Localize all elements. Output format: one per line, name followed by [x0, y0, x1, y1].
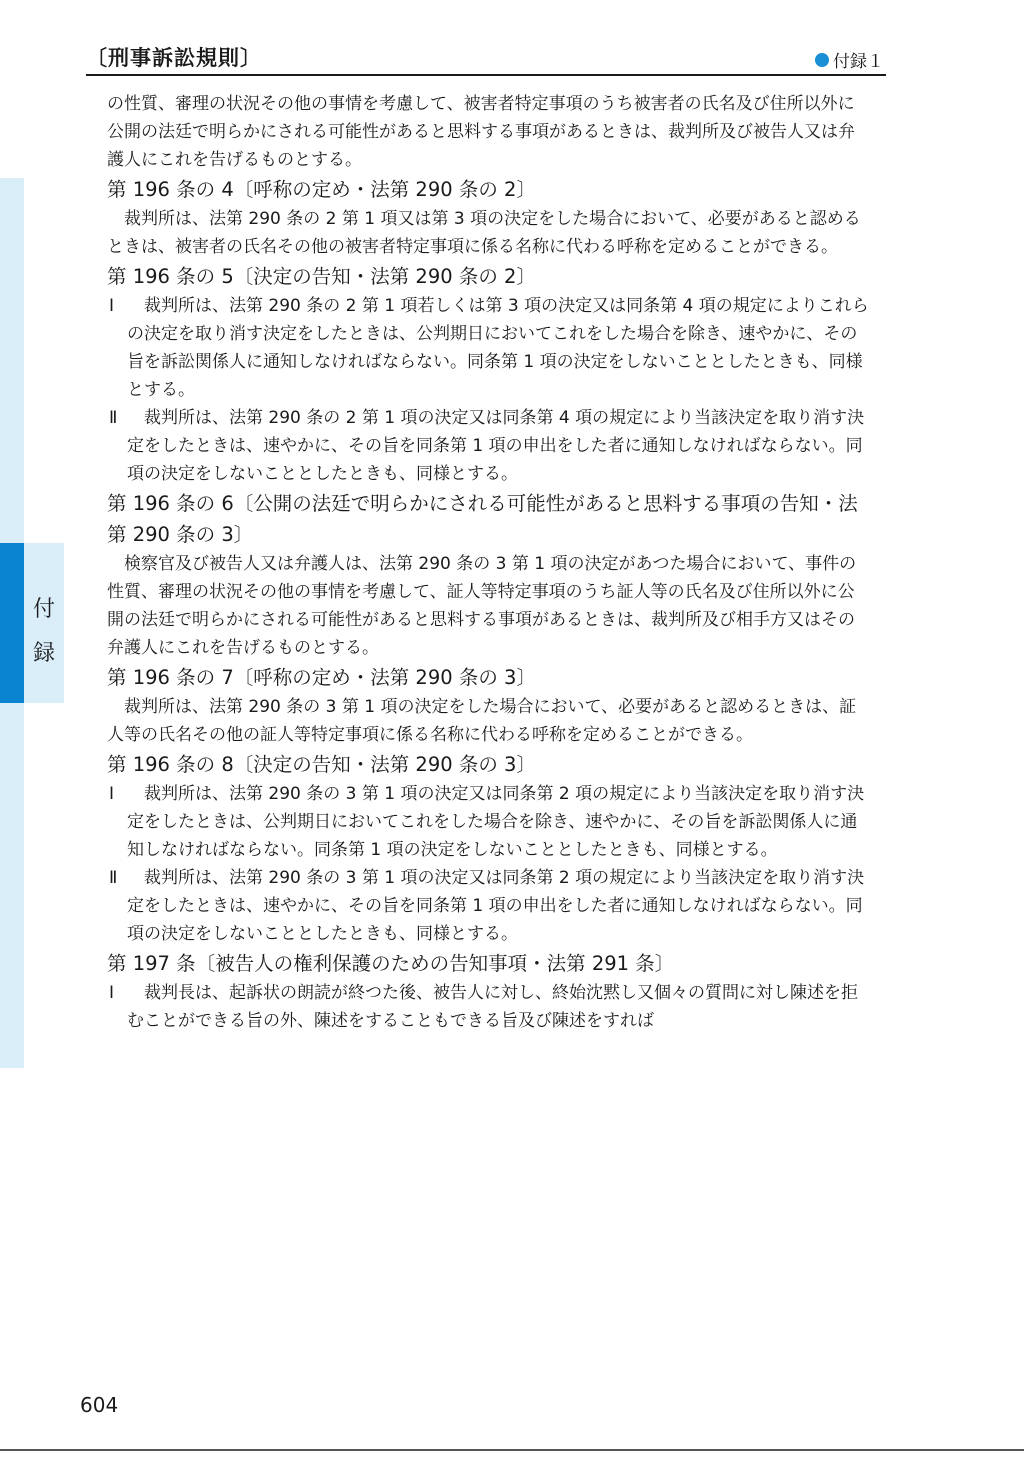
article-item: [107, 404, 869, 488]
page-number: 604: [80, 1393, 119, 1417]
article-heading: 第 196 条の 8〔決定の告知・法第 290 条の 3〕: [107, 753, 536, 776]
article-item: [107, 292, 869, 404]
section-label: [815, 47, 884, 72]
article-body: 検察官及び被告人又は弁護人は、法第 290 条の 3 第 1 項の決定があつた場合において、事件の性質、審理の状況その他の事情を考慮して、証人等特定事項のうち証人等の氏名及び住所以外に公開の法廷で明らかにされる可能性があると思料する事項があるときは、裁判所及び相手方又はその弁護人にこれを告げるものとする。: [107, 554, 857, 658]
item-number: Ⅰ: [109, 784, 115, 804]
item-number: Ⅰ: [109, 296, 115, 316]
article-heading: 第 197 条〔被告人の権利保護のための告知事項・法第 291 条〕: [107, 952, 675, 975]
article-heading: 第 196 条の 5〔決定の告知・法第 290 条の 2〕: [107, 265, 536, 288]
item-number: Ⅰ: [109, 983, 115, 1003]
item-text: 裁判所は、法第 290 条の 3 第 1 項の決定又は同条第 2 項の規定により当該決定を取り消す決定をしたときは、速やかに、その旨を同条第 1 項の申出をした者に通知しなければならない。同項の決定をしないこととしたときも、同様とする。: [127, 868, 865, 944]
item-text: 裁判所は、法第 290 条の 2 第 1 項若しくは第 3 項の決定又は同条第 4 項の規定によりこれらの決定を取り消す決定をしたときは、公判期日においてこれをした場合を除き、速やかに、その旨を訴訟関係人に通知しなければならない。同条第 1 項の決定をしないこととしたときも、同様とする。: [127, 296, 869, 400]
article-body: 裁判所は、法第 290 条の 2 第 1 項又は第 3 項の決定をした場合において、必要があると認めるときは、被害者の氏名その他の被害者特定事項に係る名称に代わる呼称を定めることができる。: [107, 209, 861, 257]
document-title: 〔刑事訴訟規則〕: [86, 46, 262, 70]
item-number: Ⅱ: [109, 868, 118, 888]
page-header: [86, 40, 886, 76]
appendix-tab-label: [30, 588, 58, 676]
item-number: Ⅱ: [109, 408, 118, 428]
article-item: [107, 780, 869, 864]
item-text: 裁判長は、起訴状の朗読が終つた後、被告人に対し、終始沈黙し又個々の質問に対し陳述を拒むことができる旨の外、陳述をすることもできる旨及び陳述をすれば: [127, 983, 858, 1031]
article-heading: 第 196 条の 4〔呼称の定め・法第 290 条の 2〕: [107, 178, 536, 201]
item-text: 裁判所は、法第 290 条の 2 第 1 項の決定又は同条第 4 項の規定により当該決定を取り消す決定をしたときは、速やかに、その旨を同条第 1 項の申出をした者に通知しなければならない。同項の決定をしないこととしたときも、同様とする。: [127, 408, 865, 484]
article-item: [107, 864, 869, 948]
item-text: 裁判所は、法第 290 条の 3 第 1 項の決定又は同条第 2 項の規定により当該決定を取り消す決定をしたときは、公判期日においてこれをした場合を除き、速やかに、その旨を訴訟関係人に通知しなければならない。同条第 1 項の決定をしないこととしたときも、同様とする。: [127, 784, 865, 860]
bullet-dot-icon: [815, 53, 829, 67]
appendix-tab-marker: [0, 543, 24, 703]
article-heading: 第 196 条の 6〔公開の法廷で明らかにされる可能性があると思料する事項の告知・法第 290 条の 3〕: [107, 492, 858, 546]
main-content: [107, 90, 869, 1035]
section-label-text: 付録１: [833, 52, 884, 72]
bottom-divider: [0, 1449, 1024, 1451]
article-item: [107, 979, 869, 1035]
appendix-tab-char: 付: [32, 597, 55, 622]
article-body: 裁判所は、法第 290 条の 3 第 1 項の決定をした場合において、必要があると認めるときは、証人等の氏名その他の証人等特定事項に係る名称に代わる呼称を定めることができる。: [107, 697, 857, 745]
appendix-tab-char: 録: [32, 641, 55, 666]
intro-paragraph: の性質、審理の状況その他の事情を考慮して、被害者特定事項のうち被害者の氏名及び住所以外に公開の法廷で明らかにされる可能性があると思料する事項があるときは、裁判所及び被告人又は弁護人にこれを告げるものとする。: [107, 94, 855, 170]
article-heading: 第 196 条の 7〔呼称の定め・法第 290 条の 3〕: [107, 666, 536, 689]
